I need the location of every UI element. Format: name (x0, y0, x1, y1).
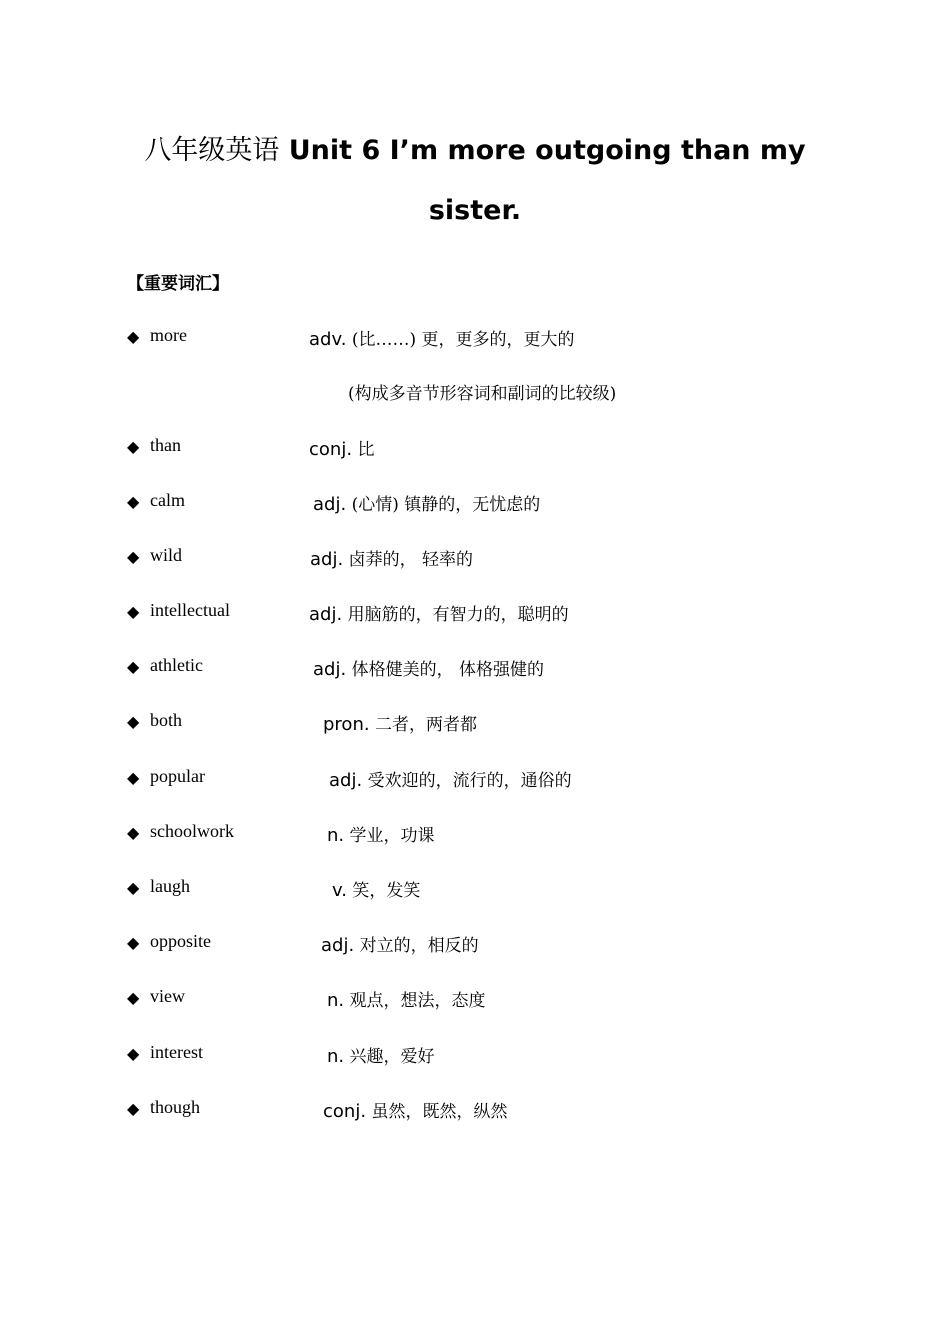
vocab-meaning: 用脑筋的，有智力的，聪明的 (342, 605, 569, 625)
vocab-meaning: 笑，发笑 (346, 881, 421, 901)
vocab-meaning: 学业，功课 (344, 826, 435, 846)
diamond-bullet-icon: ◆ (127, 1044, 140, 1063)
diamond-bullet-icon: ◆ (127, 878, 140, 897)
diamond-bullet-icon: ◆ (127, 768, 140, 787)
vocab-definition (327, 1042, 435, 1067)
vocab-meaning: 比 (352, 440, 375, 460)
title-chinese: 八年级英语 (144, 135, 280, 166)
diamond-bullet-icon: ◆ (127, 327, 140, 346)
vocab-word: than (150, 435, 181, 455)
vocab-word: though (150, 1097, 201, 1117)
part-of-speech: adj. (321, 935, 355, 956)
diamond-bullet-icon: ◆ (127, 823, 140, 842)
vocab-word: intellectual (150, 600, 230, 620)
vocab-meaning: 兴趣，爱好 (344, 1047, 435, 1067)
vocab-word: wild (150, 545, 183, 565)
vocab-word: calm (150, 490, 185, 510)
part-of-speech: pron. (323, 714, 370, 735)
part-of-speech: n. (327, 825, 345, 846)
vocab-word: laugh (150, 876, 190, 896)
vocab-meaning: (比……) 更，更多的，更大的 (346, 330, 575, 350)
part-of-speech: adj. (309, 604, 343, 625)
vocab-entry (127, 655, 887, 683)
vocab-definition (323, 710, 477, 735)
vocab-note: (构成多音节形容词和副词的比较级) (348, 384, 617, 404)
section-heading-vocabulary: 【重要词汇】 (127, 274, 229, 294)
part-of-speech: adj. (310, 549, 344, 570)
diamond-bullet-icon: ◆ (127, 1099, 140, 1118)
vocab-definition (332, 876, 420, 901)
part-of-speech: adj. (329, 770, 363, 791)
vocab-meaning: 体格健美的， 体格强健的 (346, 660, 544, 680)
vocab-word: interest (150, 1042, 203, 1062)
title-english: Unit 6 I’m more outgoing than my (279, 135, 806, 166)
part-of-speech: adj. (313, 659, 347, 680)
vocab-meaning: 受欢迎的，流行的，通俗的 (362, 771, 572, 791)
diamond-bullet-icon: ◆ (127, 602, 140, 621)
page-title-line1 (60, 136, 890, 166)
vocab-meaning: 对立的，相反的 (354, 936, 479, 956)
part-of-speech: v. (332, 880, 347, 901)
vocab-word: both (150, 710, 183, 730)
vocab-entry (127, 931, 887, 959)
vocab-entry (127, 986, 887, 1014)
vocab-definition (321, 931, 479, 956)
vocab-definition (327, 821, 435, 846)
vocab-entry (127, 600, 887, 628)
vocab-meaning: 卤莽的， 轻率的 (343, 550, 473, 570)
diamond-bullet-icon: ◆ (127, 437, 140, 456)
vocab-entry (127, 710, 887, 738)
vocab-definition (309, 325, 575, 350)
diamond-bullet-icon: ◆ (127, 657, 140, 676)
part-of-speech: conj. (309, 439, 353, 460)
vocab-definition (309, 435, 374, 460)
diamond-bullet-icon: ◆ (127, 547, 140, 566)
vocab-entry (127, 766, 887, 794)
page-title-line2: sister. (428, 195, 522, 226)
vocab-definition (313, 655, 544, 680)
vocab-entry (127, 1097, 887, 1125)
diamond-bullet-icon: ◆ (127, 712, 140, 731)
vocab-definition (310, 545, 473, 570)
diamond-bullet-icon: ◆ (127, 988, 140, 1007)
part-of-speech: adv. (309, 329, 347, 350)
vocab-entry (127, 821, 887, 849)
vocab-word: opposite (150, 931, 211, 951)
vocab-meaning: 虽然，既然，纵然 (366, 1102, 508, 1122)
part-of-speech: conj. (323, 1101, 367, 1122)
diamond-bullet-icon: ◆ (127, 492, 140, 511)
vocab-entry (127, 876, 887, 904)
vocab-meaning: (心情) 镇静的，无忧虑的 (346, 495, 541, 515)
vocab-entry (127, 490, 887, 518)
vocab-word: view (150, 986, 185, 1006)
vocab-definition (323, 1097, 507, 1122)
vocab-definition (329, 766, 572, 791)
vocab-definition (327, 986, 486, 1011)
vocab-word: athletic (150, 655, 203, 675)
vocab-definition (313, 490, 540, 515)
vocab-word: more (150, 325, 187, 345)
part-of-speech: n. (327, 1046, 345, 1067)
vocab-meaning: 观点，想法，态度 (344, 991, 486, 1011)
part-of-speech: n. (327, 990, 345, 1011)
vocab-word: schoolwork (150, 821, 234, 841)
vocab-entry (127, 545, 887, 573)
vocab-meaning: 二者，两者都 (369, 715, 477, 735)
vocab-entry (127, 435, 887, 463)
part-of-speech: adj. (313, 494, 347, 515)
vocab-entry (127, 325, 887, 353)
vocab-entry (127, 1042, 887, 1070)
vocab-definition (309, 600, 569, 625)
vocab-word: popular (150, 766, 205, 786)
diamond-bullet-icon: ◆ (127, 933, 140, 952)
